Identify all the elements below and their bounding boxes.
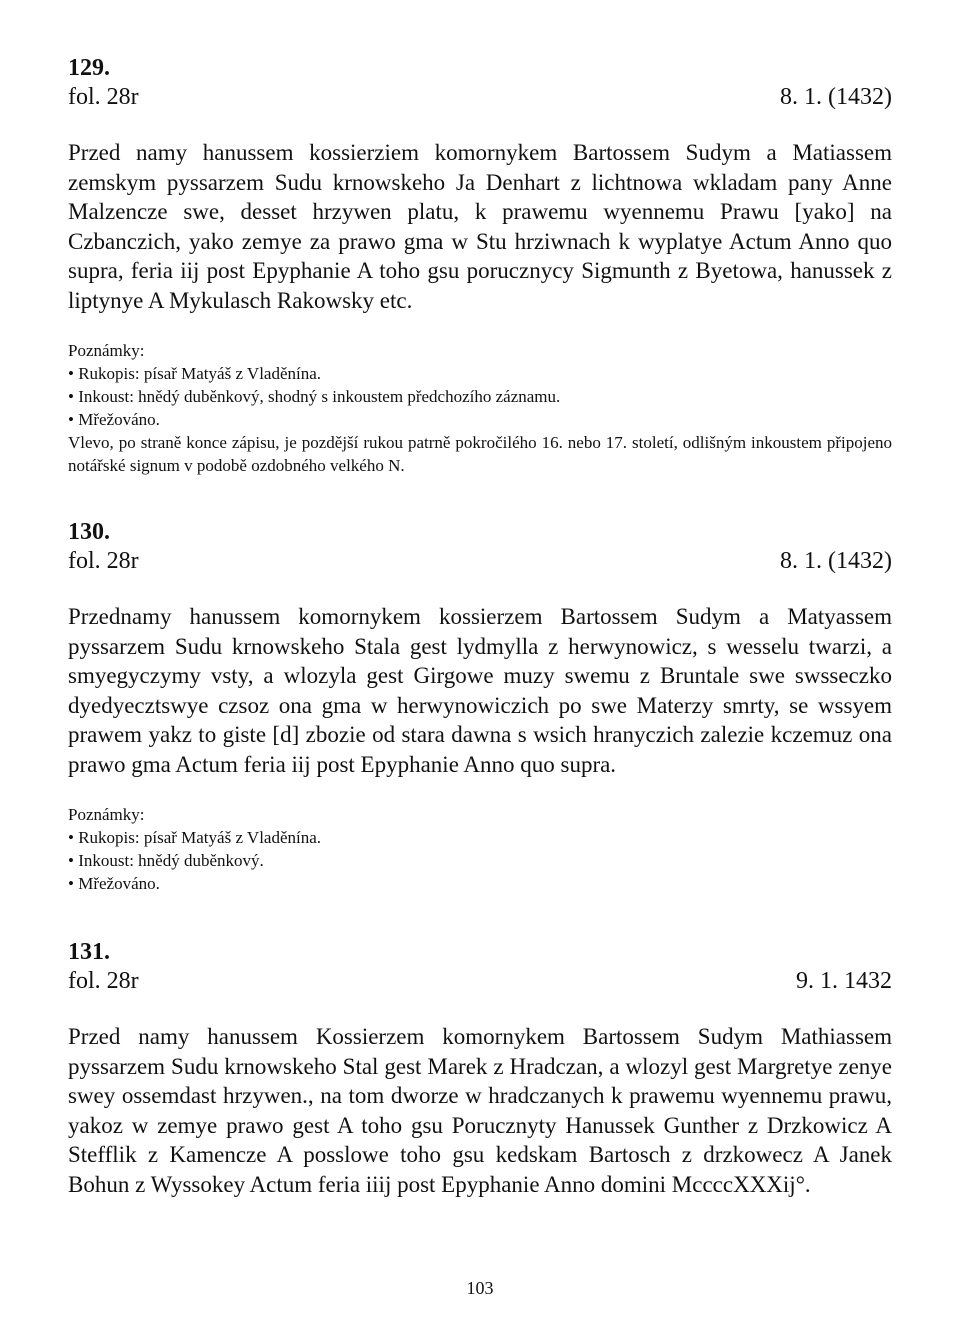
- entry-number: 129.: [68, 55, 110, 81]
- note-item: • Mřežováno.: [68, 873, 160, 893]
- folio-reference: fol. 28r: [68, 548, 139, 574]
- entry-text: Przed namy hanussem Kossierzem komornykem Bartossem Sudym Mathiassem pyssarzem Sudu krnowskeho Stal gest Marek z Hradczan, a wlozyl gest Margretye zenye swey ossemdast hrzywen., na tom dworze w hradczanych k prawemu wyennemu prawu, yakoz w zemye prawo gest A toho gsu Porucznyty Hanussek Gunther z Drzkowicz A Stefflik z Kamencze A posslowe toho gsu kedskam Bartosch z drzkowecz A Janek Bohun z Wyssokey Actum feria iiij post Epyphanie Anno domini MccccXXXij°.: [68, 1024, 892, 1197]
- folio-reference: fol. 28r: [68, 968, 139, 994]
- note-paragraph: Vlevo, po straně konce zápisu, je pozdější rukou patrně pokročilého 16. nebo 17. století, odlišným inkoustem připojeno notářské signum v podobě ozdobného velkého N.: [68, 432, 892, 475]
- entry-meta-row: [68, 966, 892, 996]
- notes-block: [68, 339, 892, 477]
- note-item: • Inkoust: hnědý duběnkový.: [68, 850, 264, 870]
- entry-130: [68, 518, 892, 895]
- note-item: • Rukopis: písař Matyáš z Vladěnína.: [68, 363, 322, 383]
- entry-date: 8. 1. (1432): [780, 84, 892, 110]
- entry-text: Przednamy hanussem komornykem kossierzem Bartossem Sudym a Matyassem pyssarzem Sudu krnowskeho Stala gest lydmylla z herwynowicz, s wesselu twarzi, a smyegyczymy vsty, a wlozyla gest Girgowe muzy swemu z Bruntale swe swsseczko dyedyecztswye czsoz ona gma w herwynowiczich po swe Materzy smrty, se wssyem prawem yakz to giste [d] zbozie od stara dawna s wsich hranyczich zalezie kczemuz ona prawo gma Actum feria iij post Epyphanie Anno quo supra.: [68, 604, 892, 777]
- page-number: 103: [466, 1278, 494, 1298]
- note-item: • Mřežováno.: [68, 409, 160, 429]
- notes-block: [68, 803, 892, 895]
- entry-date: 8. 1. (1432): [780, 548, 892, 574]
- entry-number: 130.: [68, 519, 110, 545]
- entry-meta-row: [68, 546, 892, 576]
- entry-date: 9. 1. 1432: [796, 968, 892, 994]
- note-item: • Rukopis: písař Matyáš z Vladěnína.: [68, 827, 322, 847]
- entry-text: Przed namy hanussem kossierziem komornykem Bartossem Sudym a Matiassem zemskym pyssarzem Sudu krnowskeho Ja Denhart z lichtnowa wkladam pany Anne Malzencze swe, desset hrzywen platu, k prawemu wyennemu Prawu [yako] na Czbanczich, yako zemye za prawo gma w Stu hrziwnach k wyplatye Actum Anno quo supra, feria iij post Epyphanie A toho gsu porucznycy Sigmunth z Byetowa, hanussek z liptynye A Mykulasch Rakowsky etc.: [68, 140, 892, 313]
- note-item: • Inkoust: hnědý duběnkový, shodný s inkoustem předchozího záznamu.: [68, 386, 561, 406]
- notes-label: Poznámky:: [68, 340, 145, 360]
- entry-meta-row: [68, 82, 892, 112]
- entry-131: [68, 938, 892, 1223]
- entry-129: [68, 54, 892, 477]
- entry-number: 131.: [68, 939, 110, 965]
- notes-label: Poznámky:: [68, 804, 145, 824]
- folio-reference: fol. 28r: [68, 84, 139, 110]
